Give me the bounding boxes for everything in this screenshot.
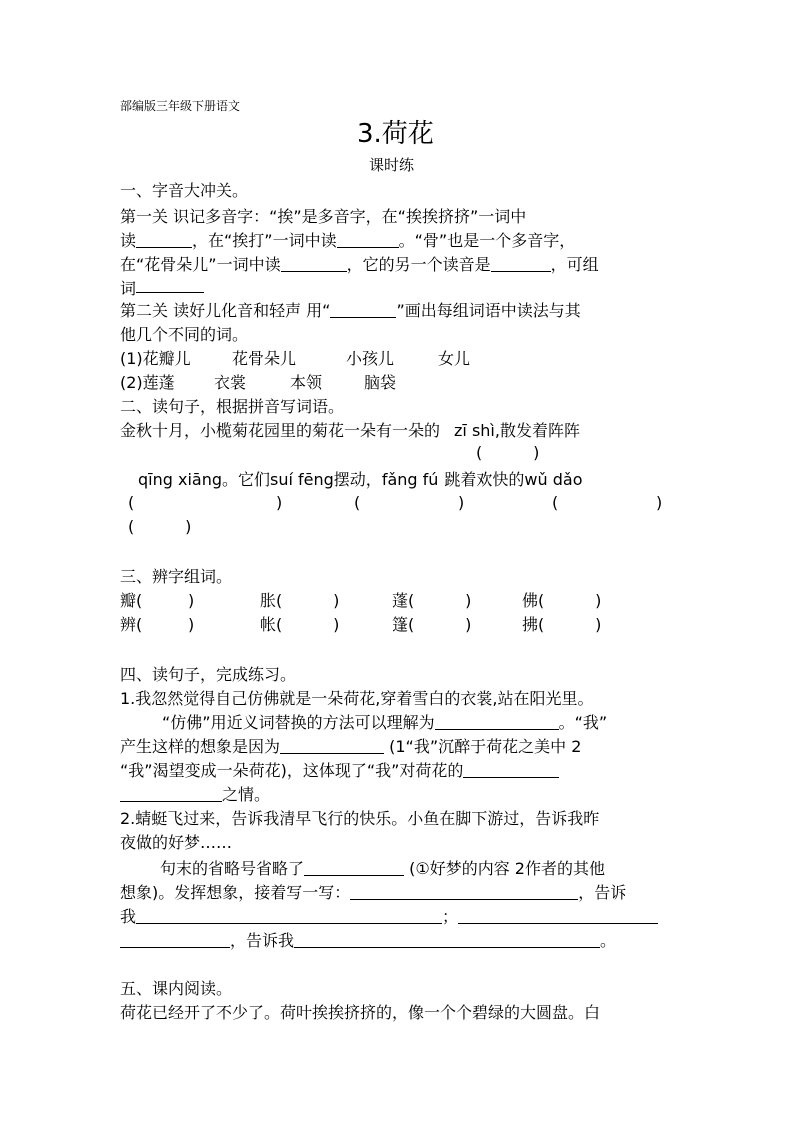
word-row-2-item-2: 衣裳 bbox=[214, 373, 247, 392]
page-subtitle: 课时练 bbox=[369, 156, 415, 174]
word-row-2-item-1: (2)莲蓬 bbox=[120, 373, 175, 392]
answer-paren[interactable]: ( ) bbox=[408, 615, 472, 634]
answer-blank[interactable] bbox=[304, 859, 404, 876]
answer-blank[interactable] bbox=[491, 255, 551, 272]
answer-blank[interactable] bbox=[136, 907, 442, 924]
char-row-2-item-1: 辨( ) bbox=[120, 615, 195, 634]
s4-q2-line-1: 2.蜻蜓飞过来，告诉我清早飞行的快乐。小鱼在脚下游过，告诉我昨 bbox=[120, 809, 600, 828]
answer-blank[interactable] bbox=[350, 883, 578, 900]
s2-line-1: 金秋十月，小榄菊花园里的菊花一朵有一朵的 zī shì,散发着阵阵 bbox=[120, 421, 580, 440]
course-label: 部编版三年级下册语文 bbox=[120, 99, 241, 113]
word-row-2-item-4: 脑袋 bbox=[364, 373, 397, 392]
answer-blank[interactable] bbox=[337, 231, 399, 248]
section-heading-3: 三、辨字组词。 bbox=[120, 567, 233, 586]
word-row-1-item-4: 女儿 bbox=[438, 349, 471, 368]
answer-paren-fangfu[interactable]: ( bbox=[552, 493, 559, 512]
s4-q2-line-4: 想象)。发挥想象，接着写一写： ，告诉 bbox=[120, 883, 627, 902]
q2-line-2: 他几个不同的词。 bbox=[120, 325, 249, 344]
answer-paren-suifeng[interactable]: ( bbox=[354, 493, 361, 512]
section-heading-1: 一、字音大冲关。 bbox=[120, 181, 249, 200]
answer-blank[interactable] bbox=[463, 761, 559, 778]
answer-paren-suifeng-close[interactable]: ) bbox=[458, 493, 465, 512]
answer-paren-zishi[interactable]: ( ) bbox=[476, 443, 540, 462]
s5-line-1: 荷花已经开了不少了。荷叶挨挨挤挤的，像一个个碧绿的大圆盘。白 bbox=[120, 1003, 601, 1022]
answer-paren[interactable]: ( ) bbox=[136, 615, 195, 634]
char-row-1-item-3: 蓬( ) bbox=[392, 591, 472, 610]
s4-q1-line-3: 产生这样的想象是因为 (1“我”沉醉于荷花之美中 2 bbox=[120, 737, 582, 756]
page-title: 3.荷花 bbox=[357, 119, 434, 149]
answer-paren-fangfu-close[interactable]: ) bbox=[656, 493, 663, 512]
section-heading-5: 五、课内阅读。 bbox=[120, 979, 233, 998]
q1-line-4: 词 bbox=[120, 279, 137, 298]
q1-line-2: 读 ，在“挨打”一词中读 。“骨”也是一个多音字， bbox=[120, 231, 576, 250]
q1-line-1: 第一关 识记多音字：“挨”是多音字，在“挨挨挤挤”一词中 bbox=[120, 207, 527, 226]
s4-q1-line-5: 之情。 bbox=[120, 784, 270, 806]
word-row-1-item-1: (1)花瓣儿 bbox=[120, 349, 191, 368]
answer-paren[interactable]: ( ) bbox=[276, 615, 340, 634]
char-row-2-item-4: 拂( ) bbox=[522, 615, 602, 634]
answer-paren[interactable]: ( ) bbox=[136, 591, 195, 610]
s4-q2-line-2: 夜做的好梦…… bbox=[120, 833, 233, 852]
char-row-1-item-1: 瓣( ) bbox=[120, 591, 195, 610]
s4-q1-line-1: 1.我忽然觉得自己仿佛就是一朵荷花,穿着雪白的衣裳,站在阳光里。 bbox=[120, 689, 594, 708]
word-row-2-item-3: 本领 bbox=[290, 373, 323, 392]
s4-q2-line-5: 我 ； bbox=[120, 906, 658, 928]
answer-blank[interactable] bbox=[120, 785, 222, 802]
q2-line-1: 第二关 读好儿化音和轻声 用“ ”画出每组词语中读法与其 bbox=[120, 301, 581, 320]
s4-q1-line-4: “我”渴望变成一朵荷花)，这体现了“我”对荷花的 bbox=[120, 760, 559, 782]
answer-blank[interactable] bbox=[458, 907, 658, 924]
answer-paren-qingxiang-close[interactable]: ) bbox=[276, 493, 283, 512]
char-row-2-item-2: 帐( ) bbox=[260, 615, 340, 634]
s2-line-2: qīng xiāng。它们suí fēng摆动，fǎng fú 跳着欢快的wǔ dǎo bbox=[138, 470, 583, 489]
answer-blank[interactable] bbox=[136, 292, 204, 293]
s4-q1-line-2: “仿佛”用近义词替换的方法可以理解为 。“我” bbox=[162, 713, 608, 732]
answer-paren[interactable]: ( ) bbox=[408, 591, 472, 610]
answer-blank[interactable] bbox=[120, 931, 230, 948]
s4-q2-line-3: 句末的省略号省略了 (①好梦的内容 2作者的其他 bbox=[160, 859, 605, 878]
answer-paren[interactable]: ( ) bbox=[276, 591, 340, 610]
q1-line-3: 在“花骨朵儿”一词中读 ，它的另一个读音是 ，可组 bbox=[120, 255, 599, 274]
section-heading-4: 四、读句子，完成练习。 bbox=[120, 665, 297, 684]
section-heading-2: 二、读句子，根据拼音写词语。 bbox=[120, 397, 345, 416]
pinyin-fangfu: fǎng fú bbox=[381, 470, 439, 489]
answer-blank[interactable] bbox=[281, 255, 347, 272]
s4-q2-line-6: ，告诉我 。 bbox=[120, 930, 616, 952]
char-row-1-item-2: 胀( ) bbox=[260, 591, 340, 610]
word-row-1-item-3: 小孩儿 bbox=[346, 349, 395, 368]
char-row-1-item-4: 佛( ) bbox=[522, 591, 602, 610]
pinyin-suifeng: suí fēng bbox=[270, 470, 334, 489]
answer-blank[interactable] bbox=[280, 737, 384, 754]
answer-paren[interactable]: ( ) bbox=[538, 615, 602, 634]
pinyin-zishi: zī shì bbox=[454, 421, 495, 440]
answer-blank[interactable] bbox=[136, 231, 192, 248]
char-row-2-item-3: 篷( ) bbox=[392, 615, 472, 634]
answer-paren[interactable]: ( ) bbox=[538, 591, 602, 610]
answer-blank[interactable] bbox=[435, 713, 559, 730]
answer-blank[interactable] bbox=[294, 931, 600, 948]
answer-paren-qingxiang[interactable]: ( bbox=[128, 493, 135, 512]
pinyin-wudao: wǔ dǎo bbox=[524, 470, 583, 489]
answer-blank[interactable] bbox=[330, 301, 396, 318]
answer-paren-wudao[interactable]: ( ) bbox=[128, 517, 192, 536]
word-row-1-item-2: 花骨朵儿 bbox=[232, 349, 297, 368]
